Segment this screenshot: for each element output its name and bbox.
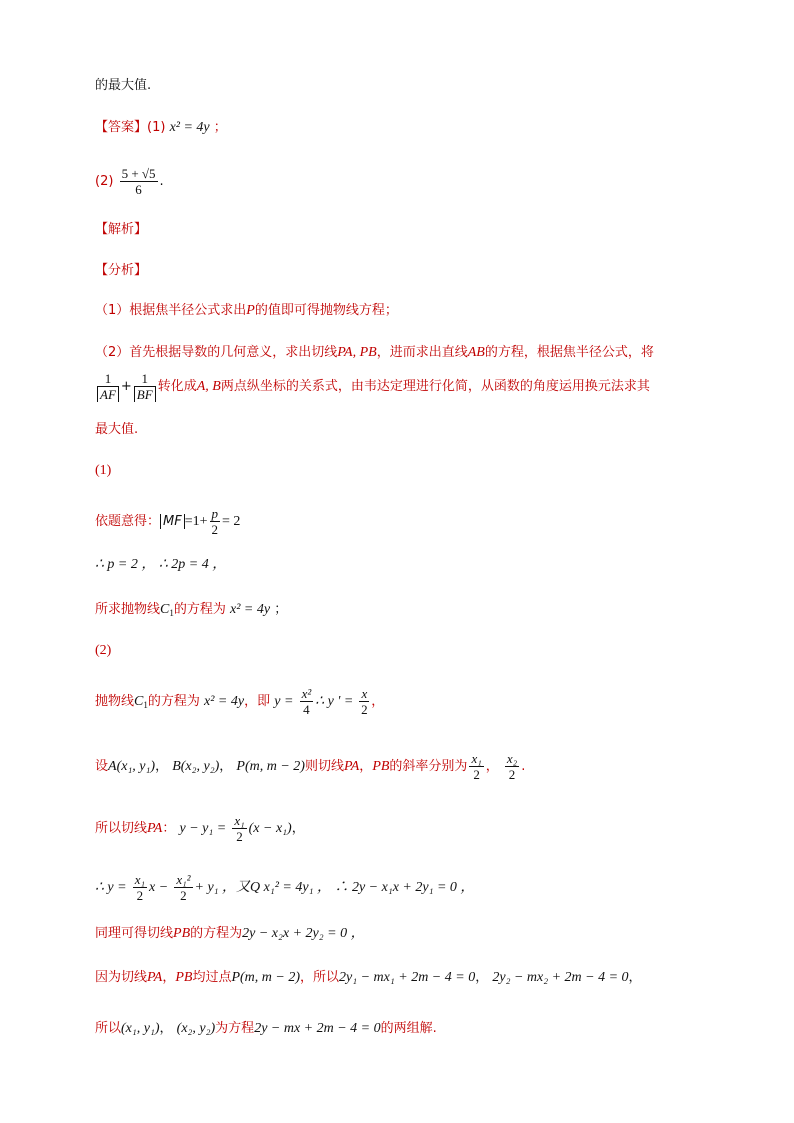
text: 均过点 <box>192 970 232 985</box>
math-equation: 2y − mx + 2m − 4 = 0 <box>254 1021 381 1036</box>
fraction-numerator: p <box>211 506 219 521</box>
math-text: =1+ <box>184 514 208 529</box>
text: 抛物线 <box>95 694 135 709</box>
abs-mf: MF <box>160 514 185 529</box>
fraction-numerator: x² <box>301 686 312 701</box>
text-line <box>95 77 151 95</box>
math-text: ∴ y ' = <box>315 694 354 709</box>
part-2-label <box>95 642 111 660</box>
subscript: 1 <box>169 608 174 618</box>
part-2-line-1 <box>95 686 384 717</box>
text: 为方程 <box>215 1021 255 1036</box>
text: （1）根据焦半径公式求出 <box>95 303 247 318</box>
fraction <box>133 872 147 903</box>
abs-af: AF <box>97 387 119 402</box>
section-tag: 【分析】 <box>95 263 148 278</box>
fraction-numerator: 1 <box>97 371 119 387</box>
text: ； <box>213 120 227 135</box>
answer-part-2-line <box>95 166 164 197</box>
fraction-numerator: x₁ <box>134 872 146 887</box>
answer-part-1-label: (1) <box>147 120 166 135</box>
fraction-denominator: 2 <box>136 888 144 903</box>
text: 的方程为 <box>147 694 200 709</box>
text: 的方程，根据焦半径公式，将 <box>484 345 654 360</box>
fraction-denominator: 2 <box>473 767 480 782</box>
fraction-numerator: x <box>361 686 368 701</box>
fraction-numerator: x₁ <box>471 751 482 766</box>
part-2-line-4 <box>95 872 474 903</box>
text: （2）首先根据导数的几何意义，求出切线 <box>95 345 338 360</box>
part-2-line-3 <box>95 813 305 844</box>
text: 所以 <box>95 1021 122 1036</box>
text: (1) <box>95 463 112 478</box>
math-variable: PA <box>147 970 163 985</box>
math-equation: x² = 4y <box>169 120 210 135</box>
text: . <box>521 759 526 774</box>
fraction-denominator <box>134 387 156 402</box>
fraction-numerator: x₁ <box>234 813 245 828</box>
text: ： <box>162 821 176 836</box>
fraction <box>174 872 192 903</box>
text: . <box>159 174 164 189</box>
answer-part-2-label: (2) <box>95 174 114 189</box>
fraction-denominator: 2 <box>361 702 368 717</box>
fraction <box>359 686 369 717</box>
text: 的方程为 <box>173 602 226 617</box>
text: ， <box>159 1021 173 1036</box>
fraction <box>505 751 519 782</box>
text: ， <box>628 970 642 985</box>
math-variable: PA, PB <box>337 345 377 360</box>
fraction-numerator: x₂ <box>506 751 518 766</box>
fraction-denominator: 2 <box>180 888 187 903</box>
symbol: C <box>160 602 170 617</box>
fraction-denominator: 4 <box>303 702 310 717</box>
part-2-line-5 <box>95 925 365 943</box>
math-point: (x₁, y₁) <box>121 1021 160 1036</box>
text: 的两组解. <box>380 1021 437 1036</box>
text: 的值即可得抛物线方程； <box>254 303 398 318</box>
math-equation: 2y₁ − mx₁ + 2m − 4 = 0 <box>339 970 476 985</box>
text: ， <box>219 759 233 774</box>
math-text: ∴ y = <box>95 880 127 895</box>
text: 则切线 <box>304 759 344 774</box>
fraction <box>134 371 156 402</box>
text: ， <box>291 821 305 836</box>
fenxi-heading <box>95 262 147 280</box>
math-equation: x² = 4y <box>204 694 245 709</box>
math-variable: PA <box>343 759 360 774</box>
analysis-line-1 <box>95 302 398 320</box>
fraction-denominator: 2 <box>211 522 219 537</box>
fraction <box>300 686 314 717</box>
symbol: C <box>134 694 144 709</box>
part-2-line-7 <box>95 1020 437 1038</box>
fraction-numerator: 5 + √5 <box>121 166 156 181</box>
fraction-numerator: 1 <box>134 371 156 387</box>
math-variable: PA <box>147 821 163 836</box>
math-text: y − y₁ = <box>179 821 227 836</box>
text: 转化成 <box>157 379 197 394</box>
fraction <box>97 371 119 402</box>
text: ， <box>162 970 176 985</box>
math-text: x − <box>149 880 169 895</box>
answer-line <box>95 119 227 137</box>
text: ， <box>155 759 169 774</box>
text: 因为切线 <box>95 970 148 985</box>
text: 同理可得切线 <box>95 926 174 941</box>
math-variable <box>134 694 148 709</box>
part-1-label <box>95 462 111 480</box>
math-text: y = <box>274 694 294 709</box>
math-equation: x² = 4y <box>230 602 271 617</box>
math-variable: A, B <box>196 379 221 394</box>
fraction <box>120 166 158 197</box>
fraction-denominator: 2 <box>508 767 516 782</box>
math-point: B(x₂, y₂) <box>172 759 220 774</box>
analysis-line-4 <box>95 421 138 439</box>
fraction <box>469 751 483 782</box>
math-text: ∴ p = 2 ， ∴ 2p = 4 ， <box>95 557 227 572</box>
math-point: P(m, m − 2) <box>231 970 301 985</box>
math-variable: PB <box>372 759 390 774</box>
math-text: (x − x₁) <box>248 821 292 836</box>
analysis-line-2 <box>95 344 654 362</box>
subscript: 1 <box>143 700 148 710</box>
part-1-line-3 <box>95 601 287 622</box>
math-equation: 2y − x₂x + 2y₂ = 0 ， <box>242 926 365 941</box>
math-point: A(x₁, y₁) <box>108 759 156 774</box>
part-2-line-2 <box>95 751 525 782</box>
text: ； <box>274 602 288 617</box>
text: ，即 <box>244 694 271 709</box>
text: 依题意得： <box>95 514 161 529</box>
text: 两点纵坐标的关系式，由韦达定理进行化简，从函数的角度运用换元法求其 <box>220 379 650 394</box>
text: 设 <box>95 759 109 774</box>
section-tag: 【解析】 <box>95 222 148 237</box>
jiexi-heading <box>95 221 147 239</box>
text: 的最大值. <box>95 78 152 93</box>
text: ，所以 <box>300 970 340 985</box>
math-text: + y₁ ，又Q x₁² = 4y₁ ， ∴ 2y − x₁x + 2y₁ = 0 ， <box>194 880 475 895</box>
math-variable: P <box>246 303 255 318</box>
math-equation: 2y₂ − mx₂ + 2m − 4 = 0 <box>492 970 629 985</box>
text: ，进而求出直线 <box>376 345 468 360</box>
fraction <box>232 813 246 844</box>
text: (2) <box>95 643 112 658</box>
abs-bf: BF <box>134 387 156 402</box>
math-variable: AB <box>467 345 485 360</box>
text: 的斜率分别为 <box>389 759 468 774</box>
text: 所求抛物线 <box>95 602 161 617</box>
text: 所以切线 <box>95 821 148 836</box>
text: 最大值. <box>95 422 139 437</box>
part-1-line-2 <box>95 556 226 574</box>
plus-sign: + <box>120 379 132 394</box>
math-variable: PB <box>173 926 191 941</box>
fraction-denominator: 2 <box>236 829 243 844</box>
part-2-line-6 <box>95 969 642 987</box>
text: ， <box>359 759 373 774</box>
answer-tag: 【答案】 <box>95 120 148 135</box>
fraction-numerator: x₁² <box>176 872 191 887</box>
text: ， <box>371 694 385 709</box>
analysis-line-3 <box>95 371 650 402</box>
math-text: = 2 <box>222 514 241 529</box>
part-1-line-1 <box>95 506 240 537</box>
math-variable: PB <box>175 970 193 985</box>
fraction <box>210 506 221 537</box>
math-point: (x₂, y₂) <box>176 1021 216 1036</box>
text: ， <box>475 970 489 985</box>
text: ， <box>485 759 499 774</box>
math-variable <box>160 602 174 617</box>
text: 的方程为 <box>190 926 243 941</box>
math-point: P(m, m − 2) <box>236 759 305 774</box>
fraction-denominator <box>97 387 119 402</box>
fraction-denominator: 6 <box>135 182 142 197</box>
